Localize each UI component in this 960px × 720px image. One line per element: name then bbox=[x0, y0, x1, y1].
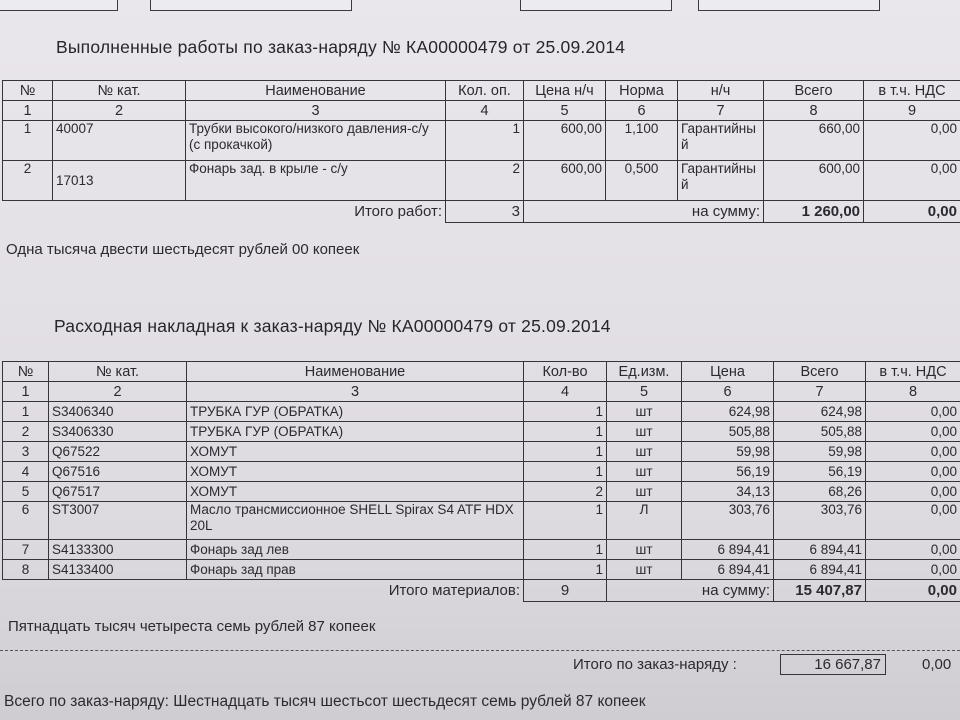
line-vat: 0,00 bbox=[864, 121, 960, 161]
quantity: 1 bbox=[524, 402, 607, 422]
norm-hour-type: Гарантийный bbox=[678, 121, 764, 161]
materials-heading: Расходная накладная к заказ-наряду № КА00000479 от 25.09.2014 bbox=[54, 316, 611, 336]
line-vat: 0,00 bbox=[866, 540, 960, 560]
works-sum-vat: 0,00 bbox=[864, 201, 960, 223]
works-header: № кат. bbox=[53, 81, 186, 101]
price: 624,98 bbox=[682, 402, 774, 422]
catalog-number: Q67522 bbox=[49, 442, 187, 462]
price: 59,98 bbox=[682, 442, 774, 462]
row-number: 1 bbox=[3, 402, 49, 422]
catalog-number: ST3007 bbox=[49, 502, 187, 540]
works-header: н/ч bbox=[678, 81, 764, 101]
row-number: 6 bbox=[3, 502, 49, 540]
works-total-in-words: Одна тысяча двести шестьдесят рублей 00 копеек bbox=[6, 241, 360, 258]
table-row bbox=[3, 462, 960, 482]
col-number: 6 bbox=[682, 382, 774, 402]
line-total: 505,88 bbox=[774, 422, 866, 442]
line-total: 660,00 bbox=[764, 121, 864, 161]
quantity: 1 bbox=[524, 442, 607, 462]
row-number: 8 bbox=[3, 560, 49, 580]
materials-header-row bbox=[3, 362, 960, 382]
works-header: Норма bbox=[606, 81, 678, 101]
works-header: Кол. оп. bbox=[446, 81, 524, 101]
col-number: 2 bbox=[53, 101, 186, 121]
catalog-number: S4133400 bbox=[49, 560, 187, 580]
hour-price: 600,00 bbox=[524, 121, 606, 161]
grand-total-value: 16 667,87 bbox=[780, 654, 886, 675]
catalog-number: 40007 bbox=[53, 121, 186, 161]
catalog-number: S3406340 bbox=[49, 402, 187, 422]
materials-header: Всего bbox=[774, 362, 866, 382]
item-name: ХОМУТ bbox=[187, 442, 524, 462]
col-number: 8 bbox=[764, 101, 864, 121]
works-total-row bbox=[3, 201, 960, 223]
item-name: Фонарь зад. в крыле - с/у bbox=[186, 161, 446, 201]
row-number: 2 bbox=[3, 161, 53, 201]
works-table bbox=[2, 80, 960, 223]
line-total: 624,98 bbox=[774, 402, 866, 422]
materials-total-in-words: Пятнадцать тысяч четыреста семь рублей 87 копеек bbox=[8, 618, 376, 635]
catalog-number: Q67517 bbox=[49, 482, 187, 502]
item-name: ХОМУТ bbox=[187, 462, 524, 482]
table-row bbox=[3, 161, 960, 201]
divider-line bbox=[0, 650, 960, 651]
table-row bbox=[3, 121, 960, 161]
col-number: 4 bbox=[524, 382, 607, 402]
works-header: № bbox=[3, 81, 53, 101]
price: 34,13 bbox=[682, 482, 774, 502]
price: 56,19 bbox=[682, 462, 774, 482]
item-name: Трубки высокого/низкого давления-с/у (с прокачкой) bbox=[186, 121, 446, 161]
line-total: 59,98 bbox=[774, 442, 866, 462]
catalog-number: S3406330 bbox=[49, 422, 187, 442]
materials-colnum-row bbox=[3, 382, 960, 402]
line-vat: 0,00 bbox=[866, 402, 960, 422]
table-row bbox=[3, 442, 960, 462]
materials-sum-label: на сумму: bbox=[607, 580, 774, 602]
col-number: 4 bbox=[446, 101, 524, 121]
table-row bbox=[3, 422, 960, 442]
col-number: 6 bbox=[606, 101, 678, 121]
quantity: 1 bbox=[524, 422, 607, 442]
row-number: 5 bbox=[3, 482, 49, 502]
line-total: 6 894,41 bbox=[774, 560, 866, 580]
works-colnum-row bbox=[3, 101, 960, 121]
item-name: ТРУБКА ГУР (ОБРАТКА) bbox=[187, 402, 524, 422]
table-row bbox=[3, 402, 960, 422]
unit: шт bbox=[607, 442, 682, 462]
line-vat: 0,00 bbox=[866, 502, 960, 540]
col-number: 5 bbox=[524, 101, 606, 121]
table-row bbox=[3, 482, 960, 502]
item-name: Фонарь зад прав bbox=[187, 560, 524, 580]
works-total-label: Итого работ: bbox=[354, 203, 442, 221]
row-number: 2 bbox=[3, 422, 49, 442]
materials-total-label: Итого материалов: bbox=[388, 582, 520, 600]
unit: Л bbox=[607, 502, 682, 540]
col-number: 1 bbox=[3, 382, 49, 402]
col-number: 8 bbox=[866, 382, 960, 402]
works-header: Наименование bbox=[186, 81, 446, 101]
unit: шт bbox=[607, 422, 682, 442]
col-number: 7 bbox=[678, 101, 764, 121]
line-total: 6 894,41 bbox=[774, 540, 866, 560]
line-vat: 0,00 bbox=[864, 161, 960, 201]
col-number: 9 bbox=[864, 101, 960, 121]
materials-total-qty: 9 bbox=[524, 580, 607, 602]
top-box-2 bbox=[150, 0, 352, 11]
unit: шт bbox=[607, 540, 682, 560]
norm: 0,500 bbox=[606, 161, 678, 201]
unit: шт bbox=[607, 462, 682, 482]
materials-header: № bbox=[3, 362, 49, 382]
materials-header: в т.ч. НДС bbox=[866, 362, 960, 382]
row-number: 1 bbox=[3, 121, 53, 161]
top-box-4 bbox=[698, 0, 880, 11]
quantity: 2 bbox=[446, 161, 524, 201]
item-name: Фонарь зад лев bbox=[187, 540, 524, 560]
norm-hour-type: Гарантийный bbox=[678, 161, 764, 201]
row-number: 4 bbox=[3, 462, 49, 482]
line-vat: 0,00 bbox=[866, 442, 960, 462]
table-row bbox=[3, 502, 960, 540]
materials-total-row bbox=[3, 580, 960, 602]
materials-header: Кол-во bbox=[524, 362, 607, 382]
materials-header: Ед.изм. bbox=[607, 362, 682, 382]
item-name: Масло трансмиссионное SHELL Spirax S4 ATF HDX 20L bbox=[187, 502, 524, 540]
line-total: 303,76 bbox=[774, 502, 866, 540]
line-vat: 0,00 bbox=[866, 422, 960, 442]
works-header: Всего bbox=[764, 81, 864, 101]
line-vat: 0,00 bbox=[866, 482, 960, 502]
quantity: 1 bbox=[524, 502, 607, 540]
table-row bbox=[3, 540, 960, 560]
col-number: 5 bbox=[607, 382, 682, 402]
works-sum-total: 1 260,00 bbox=[764, 201, 864, 223]
unit: шт bbox=[607, 402, 682, 422]
col-number: 7 bbox=[774, 382, 866, 402]
norm: 1,100 bbox=[606, 121, 678, 161]
works-header: в т.ч. НДС bbox=[864, 81, 960, 101]
col-number: 1 bbox=[3, 101, 53, 121]
materials-header: Наименование bbox=[187, 362, 524, 382]
works-header-row bbox=[3, 81, 960, 101]
row-number: 3 bbox=[3, 442, 49, 462]
unit: шт bbox=[607, 560, 682, 580]
unit: шт bbox=[607, 482, 682, 502]
works-header: Цена н/ч bbox=[524, 81, 606, 101]
row-number: 7 bbox=[3, 540, 49, 560]
col-number: 3 bbox=[187, 382, 524, 402]
catalog-number: 17013 bbox=[53, 161, 186, 201]
materials-header: Цена bbox=[682, 362, 774, 382]
price: 303,76 bbox=[682, 502, 774, 540]
materials-table bbox=[2, 361, 960, 602]
quantity: 1 bbox=[446, 121, 524, 161]
item-name: ХОМУТ bbox=[187, 482, 524, 502]
materials-sum-total: 15 407,87 bbox=[774, 580, 866, 602]
works-sum-label: на сумму: bbox=[524, 201, 764, 223]
top-box-3 bbox=[520, 0, 672, 11]
top-box-1 bbox=[0, 0, 118, 11]
col-number: 2 bbox=[49, 382, 187, 402]
grand-total-label: Итого по заказ-наряду : bbox=[573, 656, 737, 673]
works-heading: Выполненные работы по заказ-наряду № КА00000479 от 25.09.2014 bbox=[56, 37, 626, 57]
line-vat: 0,00 bbox=[866, 560, 960, 580]
catalog-number: Q67516 bbox=[49, 462, 187, 482]
quantity: 1 bbox=[524, 540, 607, 560]
col-number: 3 bbox=[186, 101, 446, 121]
hour-price: 600,00 bbox=[524, 161, 606, 201]
price: 6 894,41 bbox=[682, 540, 774, 560]
line-total: 56,19 bbox=[774, 462, 866, 482]
quantity: 2 bbox=[524, 482, 607, 502]
line-vat: 0,00 bbox=[866, 462, 960, 482]
grand-total-in-words: Всего по заказ-наряду: Шестнадцать тысяч шестьсот шестьдесят семь рублей 87 копеек bbox=[4, 693, 646, 710]
catalog-number: S4133300 bbox=[49, 540, 187, 560]
works-total-qty: 3 bbox=[446, 201, 524, 223]
materials-header: № кат. bbox=[49, 362, 187, 382]
grand-total-vat: 0,00 bbox=[922, 656, 952, 673]
price: 6 894,41 bbox=[682, 560, 774, 580]
item-name: ТРУБКА ГУР (ОБРАТКА) bbox=[187, 422, 524, 442]
quantity: 1 bbox=[524, 462, 607, 482]
line-total: 68,26 bbox=[774, 482, 866, 502]
materials-sum-vat: 0,00 bbox=[866, 580, 960, 602]
line-total: 600,00 bbox=[764, 161, 864, 201]
price: 505,88 bbox=[682, 422, 774, 442]
table-row bbox=[3, 560, 960, 580]
quantity: 1 bbox=[524, 560, 607, 580]
